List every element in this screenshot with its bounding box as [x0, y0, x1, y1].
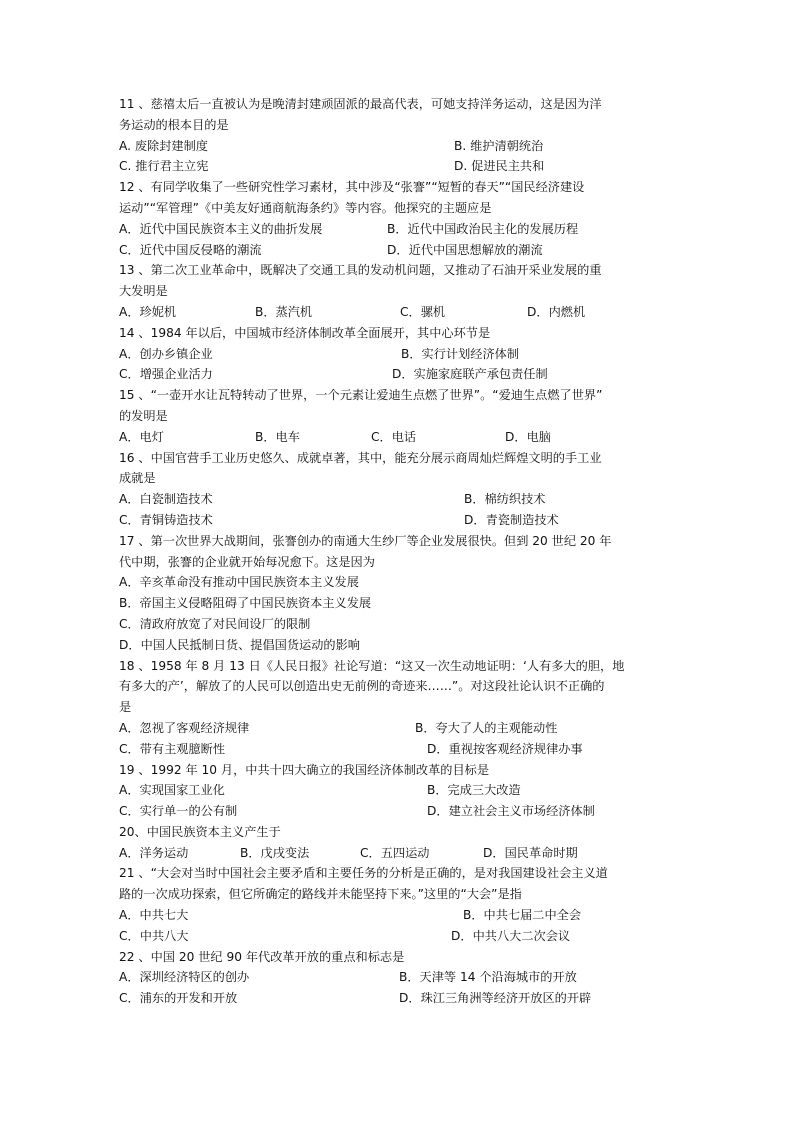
question-15: [119, 385, 679, 447]
question-stem: 的发明是: [119, 408, 168, 423]
question-12: [119, 177, 679, 260]
question-19: [119, 760, 679, 822]
question-22: [119, 947, 679, 1009]
options-row: [119, 510, 679, 531]
option-b: B．戊戌变法: [240, 845, 310, 860]
option-c: C．实行单一的公有制: [119, 804, 238, 819]
options-row: [119, 136, 679, 157]
options-row: [119, 843, 679, 864]
question-stem: 是: [119, 700, 132, 715]
option-a: A．深圳经济特区的创办: [119, 970, 250, 985]
option-a: A．创办乡镇企业: [119, 346, 213, 361]
options-row: [119, 905, 679, 926]
option-c: C．骡机: [400, 304, 446, 319]
question-stem: 16 、中国官营手工业历史悠久、成就卓著，其中，能充分展示商周灿烂辉煌文明的手工业: [119, 450, 602, 465]
option-b: B．完成三大改造: [427, 783, 521, 798]
option-b: B．天津等 14 个沿海城市的开放: [399, 970, 577, 985]
option-d: D．建立社会主义市场经济体制: [427, 804, 595, 819]
question-stem: 有多大的产’，解放了的人民可以创造出史无前例的奇迹来……”。对这段社论认识不正确的: [119, 679, 605, 694]
option-c: C．清政府放宽了对民间设厂的限制: [119, 616, 311, 631]
question-stem: 务运动的根本目的是: [119, 117, 229, 132]
question-stem: 运动”“军管理”《中美友好通商航海条约》等内容。他探究的主题应是: [119, 200, 492, 215]
option-a: A．洋务运动: [119, 845, 189, 860]
question-stem: 22 、中国 20 世纪 90 年代改革开放的重点和标志是: [119, 949, 405, 964]
option-b: B．帝国主义侵略阻碍了中国民族资本主义发展: [119, 596, 372, 611]
question-stem: 12 、有同学收集了一些研究性学习素材，其中涉及“张謇”“短暂的春天”“国民经济建设: [119, 180, 585, 195]
option-b: B．近代中国政治民主化的发展历程: [387, 221, 579, 236]
question-stem: 14 、1984 年以后，中国城市经济体制改革全面展开，其中心环节是: [119, 325, 491, 340]
question-stem: 大发明是: [119, 284, 168, 299]
options-row: [119, 489, 679, 510]
exam-page: [119, 94, 679, 1009]
options-row: [119, 156, 679, 177]
option-b: B．棉纺织技术: [464, 492, 546, 507]
option-d: D. 促进民主共和: [454, 159, 545, 174]
option-d: D．珠江三角洲等经济开放区的开辟: [399, 991, 592, 1006]
options-row: [119, 718, 679, 739]
options-row: [119, 780, 679, 801]
option-d: D．中国人民抵制日货、提倡国货运动的影响: [119, 637, 360, 652]
option-a: A．辛亥革命没有推动中国民族资本主义发展: [119, 575, 359, 590]
option-a: A．电灯: [119, 429, 164, 444]
question-stem: 11 、慈禧太后一直被认为是晚清封建顽固派的最高代表，可她支持洋务运动，这是因为洋: [119, 97, 602, 111]
options-row: [119, 240, 679, 261]
option-c: C．中共八大: [119, 928, 189, 943]
option-a: A. 废除封建制度: [119, 138, 208, 153]
options-row: [119, 219, 679, 240]
option-b: B．夸大了人的主观能动性: [415, 720, 558, 735]
option-d: D．内燃机: [527, 304, 586, 319]
question-stem: 路的一次成功探索，但它所确定的路线并未能坚持下来。”这里的“大会”是指: [119, 887, 522, 902]
question-13: [119, 260, 679, 322]
question-20: [119, 822, 679, 864]
question-stem: 13 、第二次工业革命中，既解决了交通工具的发动机问题，又推动了石油开采业发展的重: [119, 263, 602, 278]
question-11: [119, 94, 679, 177]
question-21: [119, 863, 679, 946]
question-stem: 代中期，张謇的企业就开始每况愈下。这是因为: [119, 554, 375, 569]
option-d: D．电脑: [505, 429, 551, 444]
option-a: A．中共七大: [119, 908, 189, 923]
options-row: [119, 801, 679, 822]
options-row: [119, 926, 679, 947]
question-stem: 成就是: [119, 471, 156, 486]
option-a: A．近代中国民族资本主义的曲折发展: [119, 221, 323, 236]
option-c: C．浦东的开发和开放: [119, 991, 238, 1006]
question-14: [119, 323, 679, 385]
option-c: C．近代中国反侵略的潮流: [119, 242, 262, 257]
option-d: D．近代中国思想解放的潮流: [387, 242, 543, 257]
option-a: A．白瓷制造技术: [119, 492, 213, 507]
options-row: [119, 427, 679, 448]
option-d: D．中共八大二次会议: [451, 928, 571, 943]
options-row: [119, 967, 679, 988]
option-b: B. 维护清朝统治: [454, 138, 544, 153]
question-18: [119, 656, 679, 760]
question-16: [119, 448, 679, 531]
question-17: [119, 531, 679, 656]
option-c: C. 推行君主立宪: [119, 159, 209, 174]
option-d: D．实施家庭联产承包责任制: [392, 367, 548, 382]
option-a: A．珍妮机: [119, 304, 177, 319]
option-d: D．重视按客观经济规律办事: [427, 741, 583, 756]
question-stem: 18 、1958 年 8 月 13 日《人民日报》社论写道：“这又一次生动地证明：‘人有多大的胆，地: [119, 658, 625, 673]
option-c: C．电话: [371, 429, 417, 444]
options-row: [119, 364, 679, 385]
option-c: C．青铜铸造技术: [119, 512, 213, 527]
option-c: C．增强企业活力: [119, 367, 213, 382]
question-stem: 15 、“一壶开水让瓦特转动了世界，一个元素让爱迪生点燃了世界”。“爱迪生点燃了世界”: [119, 388, 603, 403]
options-row: [119, 344, 679, 365]
option-a: A．实现国家工业化: [119, 783, 225, 798]
option-d: D．国民革命时期: [483, 845, 578, 860]
option-b: B．电车: [255, 429, 300, 444]
question-stem: 21 、“大会对当时中国社会主要矛盾和主要任务的分析是正确的，是对我国建设社会主义道: [119, 866, 608, 881]
option-a: A．忽视了客观经济规律: [119, 720, 250, 735]
options-row: [119, 988, 679, 1009]
options-row: [119, 302, 679, 323]
question-stem: 20、中国民族资本主义产生于: [119, 824, 281, 839]
option-c: C．带有主观臆断性: [119, 741, 226, 756]
question-stem: 17 、第一次世界大战期间，张謇创办的南通大生纱厂等企业发展很快。但到 20 世纪 20 年: [119, 533, 612, 548]
option-b: B．中共七届二中全会: [463, 908, 582, 923]
option-b: B．实行计划经济体制: [401, 346, 520, 361]
question-stem: 19 、1992 年 10 月，中共十四大确立的我国经济体制改革的目标是: [119, 762, 490, 777]
option-d: D．青瓷制造技术: [464, 512, 559, 527]
option-c: C．五四运动: [360, 845, 430, 860]
options-row: [119, 739, 679, 760]
option-b: B．蒸汽机: [255, 304, 313, 319]
